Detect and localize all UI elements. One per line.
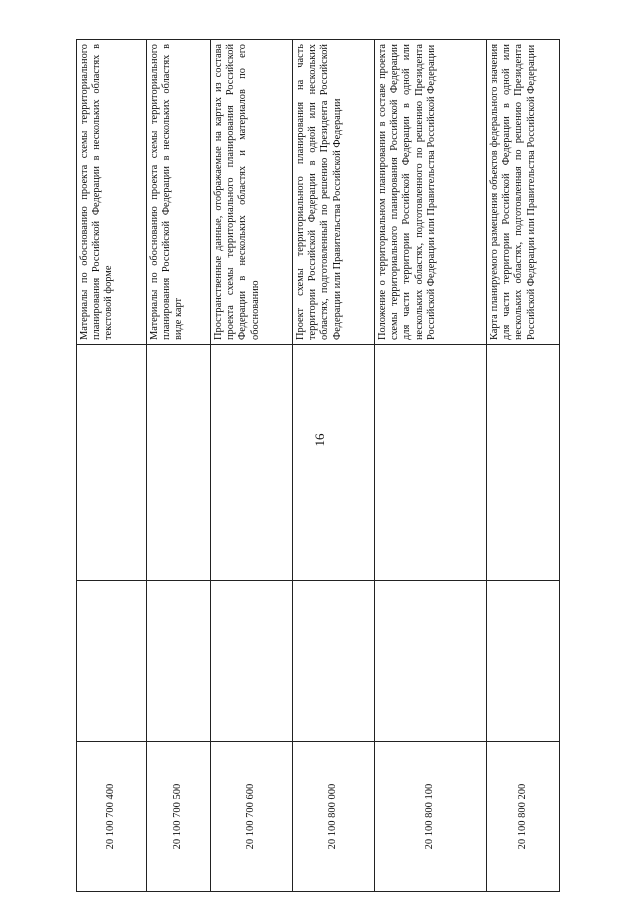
empty-cell bbox=[147, 581, 211, 742]
row-description: Проект схемы территориального планирования на часть территории Российской Федерации в одной или нескольких областях, подготовленный по решению Президента Российской Федерации или Правительства Российской Федерации bbox=[293, 40, 375, 345]
page-number: 16 bbox=[312, 433, 327, 447]
table-row bbox=[487, 40, 560, 892]
table-row bbox=[77, 40, 147, 892]
table-row bbox=[211, 40, 293, 892]
table-row bbox=[147, 40, 211, 892]
empty-cell bbox=[487, 581, 560, 742]
empty-cell bbox=[375, 345, 487, 581]
rotated-table-container bbox=[76, 40, 559, 892]
empty-cell bbox=[211, 345, 293, 581]
empty-cell bbox=[487, 345, 560, 581]
table-row bbox=[375, 40, 487, 892]
row-code: 20 100 700 500 bbox=[147, 742, 211, 892]
row-code: 20 100 800 100 bbox=[375, 742, 487, 892]
empty-cell bbox=[77, 581, 147, 742]
row-description: Материалы по обоснованию проекта схемы территориального планирования Российской Федерации в нескольких областях в виде карт bbox=[147, 40, 211, 345]
empty-cell bbox=[293, 345, 375, 581]
empty-cell bbox=[211, 581, 293, 742]
row-description: Пространственные данные, отображаемые на картах из состава проекта схемы территориального планирования Российской Федерации в нескольких областях и материалов по его обоснованию bbox=[211, 40, 293, 345]
classifier-table bbox=[76, 39, 560, 892]
row-code: 20 100 800 200 bbox=[487, 742, 560, 892]
row-description: Положение о территориальном планировании в составе проекта схемы территориального планирования Российской Федерации для части территории Российской Федерации в одной или нескольких областях, подготовленного по решению Президента Российской Федерации или Правительства Российской Федерации bbox=[375, 40, 487, 345]
row-code: 20 100 700 600 bbox=[211, 742, 293, 892]
row-description: Материалы по обоснованию проекта схемы территориального планирования Российской Федерации в нескольких областях в текстовой форме bbox=[77, 40, 147, 345]
empty-cell bbox=[293, 581, 375, 742]
row-description: Карта планируемого размещения объектов федерального значения для части территории Российской Федерации в одной или нескольких областях, подготовленная по решению Президента Российской Федерации или Правительства Российской Федерации bbox=[487, 40, 560, 345]
empty-cell bbox=[77, 345, 147, 581]
row-code: 20 100 800 000 bbox=[293, 742, 375, 892]
table-row bbox=[293, 40, 375, 892]
row-code: 20 100 700 400 bbox=[77, 742, 147, 892]
empty-cell bbox=[147, 345, 211, 581]
empty-cell bbox=[375, 581, 487, 742]
